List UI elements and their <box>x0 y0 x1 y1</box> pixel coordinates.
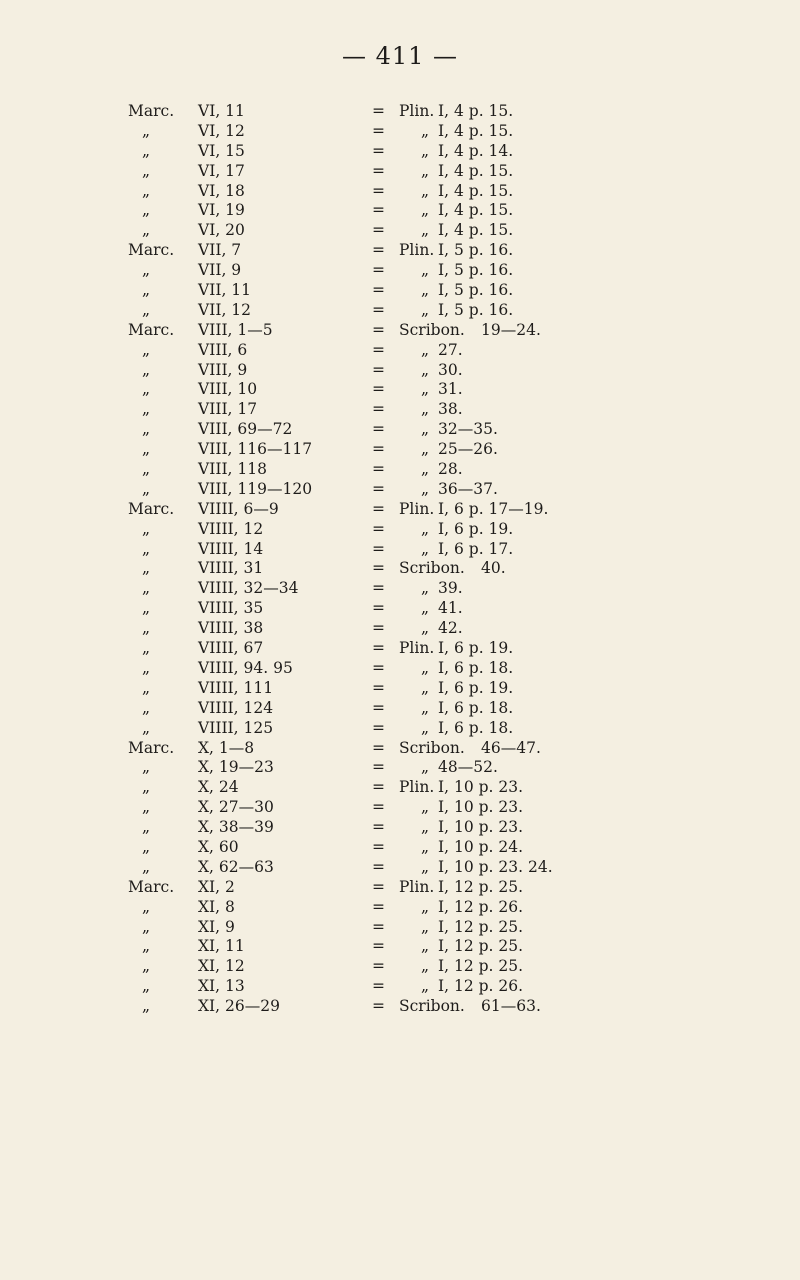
source-author: „ <box>142 718 151 737</box>
equals-sign: = <box>372 440 385 459</box>
equals-sign: = <box>372 698 385 717</box>
concordance-row <box>128 102 788 122</box>
source-author: „ <box>142 778 151 797</box>
target-author: Scribon. <box>399 559 465 578</box>
concordance-row <box>128 639 788 659</box>
concordance-row <box>128 579 788 599</box>
concordance-row <box>128 540 788 560</box>
source-author: „ <box>142 519 151 538</box>
equals-sign: = <box>372 102 385 120</box>
source-reference: VI, 11 <box>198 102 245 120</box>
concordance-row <box>128 778 788 798</box>
target-author: „ <box>421 400 430 419</box>
source-author: „ <box>142 937 151 956</box>
source-author: „ <box>142 897 151 916</box>
source-author: „ <box>142 957 151 976</box>
equals-sign: = <box>372 320 385 339</box>
concordance-row <box>128 898 788 918</box>
equals-sign: = <box>372 599 385 618</box>
source-reference: VIII, 1—5 <box>198 320 273 339</box>
target-author: Scribon. <box>399 997 465 1016</box>
target-citation: 32—35. <box>438 420 498 439</box>
target-citation: 41. <box>438 599 463 618</box>
source-reference: VI, 19 <box>198 201 245 220</box>
concordance-row <box>128 878 788 898</box>
target-author: Scribon. <box>399 738 465 757</box>
target-citation: 28. <box>438 460 463 479</box>
equals-sign: = <box>372 281 385 300</box>
source-author: „ <box>142 539 151 558</box>
target-citation: I, 10 p. 24. <box>438 837 524 856</box>
source-author: „ <box>142 460 151 479</box>
target-citation: I, 6 p. 18. <box>438 658 514 677</box>
equals-sign: = <box>372 579 385 598</box>
concordance-row <box>128 301 788 321</box>
equals-sign: = <box>372 360 385 379</box>
target-author: „ <box>421 201 430 220</box>
source-author: „ <box>142 619 151 638</box>
equals-sign: = <box>372 420 385 439</box>
target-author: „ <box>421 599 430 618</box>
concordance-row <box>128 838 788 858</box>
source-reference: VIIII, 124 <box>198 698 274 717</box>
source-author: „ <box>142 599 151 618</box>
target-citation: I, 6 p. 19. <box>438 678 514 697</box>
concordance-row <box>128 719 788 739</box>
source-author: „ <box>142 360 151 379</box>
target-author: „ <box>421 420 430 439</box>
concordance-row <box>128 380 788 400</box>
source-reference: X, 24 <box>198 778 239 797</box>
target-citation: 36—37. <box>438 479 498 498</box>
source-reference: X, 1—8 <box>198 738 255 757</box>
source-author: „ <box>142 181 151 200</box>
target-author: „ <box>421 678 430 697</box>
target-author: „ <box>421 658 430 677</box>
concordance-row <box>128 500 788 520</box>
equals-sign: = <box>372 519 385 538</box>
equals-sign: = <box>372 340 385 359</box>
source-author: „ <box>142 837 151 856</box>
source-reference: VIIII, 35 <box>198 599 264 618</box>
equals-sign: = <box>372 778 385 797</box>
concordance-row <box>128 619 788 639</box>
source-author: „ <box>142 281 151 300</box>
target-citation: I, 6 p. 17. <box>438 539 514 558</box>
source-reference: VIIII, 67 <box>198 639 264 658</box>
source-reference: X, 38—39 <box>198 818 274 837</box>
equals-sign: = <box>372 738 385 757</box>
target-citation: I, 4 p. 14. <box>438 141 514 160</box>
equals-sign: = <box>372 957 385 976</box>
equals-sign: = <box>372 479 385 498</box>
equals-sign: = <box>372 758 385 777</box>
concordance-row <box>128 679 788 699</box>
target-author: Plin. <box>399 778 435 797</box>
concordance-row <box>128 957 788 977</box>
source-reference: VI, 17 <box>198 161 245 180</box>
target-author: „ <box>421 698 430 717</box>
target-author: „ <box>421 141 430 160</box>
equals-sign: = <box>372 997 385 1016</box>
concordance-row <box>128 261 788 281</box>
target-author: „ <box>421 937 430 956</box>
concordance-row <box>128 122 788 142</box>
concordance-row <box>128 758 788 778</box>
source-author: „ <box>142 141 151 160</box>
target-author: „ <box>421 619 430 638</box>
source-author: „ <box>142 380 151 399</box>
equals-sign: = <box>372 658 385 677</box>
target-citation: I, 6 p. 18. <box>438 698 514 717</box>
equals-sign: = <box>372 261 385 280</box>
source-author: „ <box>142 300 151 319</box>
concordance-row <box>128 599 788 619</box>
target-citation: I, 12 p. 25. <box>438 917 524 936</box>
source-author: „ <box>142 658 151 677</box>
source-author: „ <box>142 798 151 817</box>
target-author: „ <box>421 818 430 837</box>
page-number-header: — 411 — <box>341 42 459 70</box>
target-citation: I, 10 p. 23. 24. <box>438 857 553 876</box>
target-author: „ <box>421 460 430 479</box>
equals-sign: = <box>372 141 385 160</box>
equals-sign: = <box>372 300 385 319</box>
target-citation: I, 5 p. 16. <box>438 281 514 300</box>
source-author: „ <box>142 161 151 180</box>
equals-sign: = <box>372 897 385 916</box>
target-citation: 42. <box>438 619 463 638</box>
source-author: Marc. <box>128 738 175 757</box>
equals-sign: = <box>372 221 385 240</box>
source-reference: VIIII, 38 <box>198 619 264 638</box>
target-citation: I, 5 p. 16. <box>438 261 514 280</box>
source-reference: VIIII, 31 <box>198 559 264 578</box>
source-reference: XI, 8 <box>198 897 235 916</box>
source-author: „ <box>142 639 151 658</box>
source-author: „ <box>142 121 151 140</box>
source-reference: VIII, 119—120 <box>198 479 313 498</box>
target-author: „ <box>421 539 430 558</box>
target-citation: 38. <box>438 400 463 419</box>
equals-sign: = <box>372 241 385 260</box>
concordance-row <box>128 241 788 261</box>
target-citation: 31. <box>438 380 463 399</box>
source-reference: VII, 7 <box>198 241 242 260</box>
target-citation: 27. <box>438 340 463 359</box>
target-citation: I, 5 p. 16. <box>438 241 514 260</box>
target-author: „ <box>421 281 430 300</box>
source-reference: VIII, 10 <box>198 380 258 399</box>
concordance-row <box>128 182 788 202</box>
target-citation: I, 4 p. 15. <box>438 221 514 240</box>
source-reference: VII, 9 <box>198 261 242 280</box>
target-citation: 46—47. <box>481 738 541 757</box>
source-reference: VIIII, 32—34 <box>198 579 299 598</box>
concordance-row <box>128 559 788 579</box>
concordance-row <box>128 201 788 221</box>
equals-sign: = <box>372 798 385 817</box>
source-reference: VI, 15 <box>198 141 245 160</box>
concordance-row <box>128 400 788 420</box>
concordance-row <box>128 977 788 997</box>
source-reference: VIII, 9 <box>198 360 248 379</box>
source-author: „ <box>142 917 151 936</box>
concordance-row <box>128 440 788 460</box>
target-author: „ <box>421 917 430 936</box>
concordance-row <box>128 699 788 719</box>
target-citation: I, 4 p. 15. <box>438 161 514 180</box>
source-reference: VIIII, 12 <box>198 519 264 538</box>
source-reference: VI, 12 <box>198 121 245 140</box>
source-reference: XI, 11 <box>198 937 245 956</box>
equals-sign: = <box>372 877 385 896</box>
target-citation: I, 10 p. 23. <box>438 818 524 837</box>
target-citation: I, 12 p. 25. <box>438 937 524 956</box>
target-citation: 48—52. <box>438 758 498 777</box>
target-author: Plin. <box>399 241 435 260</box>
concordance-row <box>128 659 788 679</box>
source-author: „ <box>142 818 151 837</box>
target-author: „ <box>421 221 430 240</box>
target-citation: I, 6 p. 19. <box>438 519 514 538</box>
target-citation: 25—26. <box>438 440 498 459</box>
target-author: Scribon. <box>399 320 465 339</box>
target-author: „ <box>421 897 430 916</box>
target-author: „ <box>421 837 430 856</box>
source-reference: VIIII, 125 <box>198 718 274 737</box>
source-author: „ <box>142 261 151 280</box>
source-author: „ <box>142 400 151 419</box>
source-reference: X, 19—23 <box>198 758 274 777</box>
equals-sign: = <box>372 977 385 996</box>
target-author: „ <box>421 440 430 459</box>
source-author: „ <box>142 698 151 717</box>
target-citation: I, 12 p. 25. <box>438 877 524 896</box>
target-author: „ <box>421 798 430 817</box>
source-reference: VIII, 69—72 <box>198 420 293 439</box>
concordance-row <box>128 460 788 480</box>
equals-sign: = <box>372 857 385 876</box>
concordance-row <box>128 997 788 1017</box>
target-author: „ <box>421 300 430 319</box>
concordance-row <box>128 918 788 938</box>
source-author: „ <box>142 221 151 240</box>
target-author: „ <box>421 957 430 976</box>
concordance-row <box>128 420 788 440</box>
source-reference: XI, 9 <box>198 917 235 936</box>
source-author: „ <box>142 857 151 876</box>
concordance-row <box>128 798 788 818</box>
target-author: „ <box>421 340 430 359</box>
target-author: „ <box>421 261 430 280</box>
source-author: „ <box>142 201 151 220</box>
equals-sign: = <box>372 837 385 856</box>
target-author: „ <box>421 121 430 140</box>
equals-sign: = <box>372 400 385 419</box>
source-reference: VIII, 17 <box>198 400 258 419</box>
source-author: „ <box>142 440 151 459</box>
target-citation: I, 12 p. 25. <box>438 957 524 976</box>
equals-sign: = <box>372 639 385 658</box>
source-reference: VIII, 6 <box>198 340 248 359</box>
target-author: „ <box>421 718 430 737</box>
source-reference: XI, 12 <box>198 957 245 976</box>
equals-sign: = <box>372 460 385 479</box>
source-author: „ <box>142 420 151 439</box>
target-author: „ <box>421 360 430 379</box>
target-citation: 39. <box>438 579 463 598</box>
equals-sign: = <box>372 818 385 837</box>
equals-sign: = <box>372 121 385 140</box>
target-citation: I, 4 p. 15. <box>438 102 514 120</box>
target-citation: I, 4 p. 15. <box>438 181 514 200</box>
target-author: „ <box>421 977 430 996</box>
source-author: „ <box>142 559 151 578</box>
target-author: Plin. <box>399 639 435 658</box>
concordance-row <box>128 221 788 241</box>
source-reference: VIIII, 14 <box>198 539 264 558</box>
source-author: Marc. <box>128 320 175 339</box>
target-author: Plin. <box>399 877 435 896</box>
source-reference: XI, 13 <box>198 977 245 996</box>
concordance-row <box>128 361 788 381</box>
target-author: „ <box>421 519 430 538</box>
concordance-row <box>128 480 788 500</box>
source-author: Marc. <box>128 877 175 896</box>
equals-sign: = <box>372 559 385 578</box>
target-citation: I, 12 p. 26. <box>438 977 524 996</box>
source-reference: XI, 26—29 <box>198 997 280 1016</box>
source-reference: VII, 12 <box>198 300 252 319</box>
target-citation: I, 10 p. 23. <box>438 778 524 797</box>
target-citation: I, 12 p. 26. <box>438 897 524 916</box>
source-author: „ <box>142 977 151 996</box>
source-reference: VIIII, 6—9 <box>198 499 279 518</box>
source-reference: VII, 11 <box>198 281 252 300</box>
source-author: „ <box>142 758 151 777</box>
target-citation: I, 5 p. 16. <box>438 300 514 319</box>
target-citation: 30. <box>438 360 463 379</box>
target-author: „ <box>421 579 430 598</box>
source-reference: VI, 18 <box>198 181 245 200</box>
concordance-row <box>128 162 788 182</box>
concordance-row <box>128 818 788 838</box>
source-author: „ <box>142 678 151 697</box>
target-citation: 61—63. <box>481 997 541 1016</box>
target-author: „ <box>421 857 430 876</box>
target-author: „ <box>421 758 430 777</box>
source-author: „ <box>142 340 151 359</box>
target-citation: I, 6 p. 18. <box>438 718 514 737</box>
target-citation: I, 6 p. 19. <box>438 639 514 658</box>
concordance-row <box>128 858 788 878</box>
equals-sign: = <box>372 917 385 936</box>
source-reference: X, 62—63 <box>198 857 274 876</box>
equals-sign: = <box>372 718 385 737</box>
concordance-row <box>128 321 788 341</box>
target-citation: 40. <box>481 559 506 578</box>
source-reference: VIII, 118 <box>198 460 268 479</box>
source-author: Marc. <box>128 241 175 260</box>
concordance-row <box>128 937 788 957</box>
equals-sign: = <box>372 181 385 200</box>
source-author: „ <box>142 479 151 498</box>
source-author: Marc. <box>128 102 175 120</box>
source-author: „ <box>142 579 151 598</box>
target-citation: 19—24. <box>481 320 541 339</box>
equals-sign: = <box>372 937 385 956</box>
target-author: „ <box>421 161 430 180</box>
concordance-table <box>128 102 788 1017</box>
source-author: „ <box>142 997 151 1016</box>
source-reference: VI, 20 <box>198 221 245 240</box>
equals-sign: = <box>372 678 385 697</box>
concordance-row <box>128 142 788 162</box>
equals-sign: = <box>372 161 385 180</box>
target-citation: I, 6 p. 17—19. <box>438 499 549 518</box>
equals-sign: = <box>372 539 385 558</box>
equals-sign: = <box>372 499 385 518</box>
source-reference: VIIII, 94. 95 <box>198 658 293 677</box>
target-citation: I, 4 p. 15. <box>438 121 514 140</box>
target-author: Plin. <box>399 499 435 518</box>
target-author: „ <box>421 380 430 399</box>
source-reference: X, 27—30 <box>198 798 274 817</box>
source-reference: X, 60 <box>198 837 239 856</box>
source-author: Marc. <box>128 499 175 518</box>
equals-sign: = <box>372 619 385 638</box>
target-citation: I, 4 p. 15. <box>438 201 514 220</box>
source-reference: XI, 2 <box>198 877 235 896</box>
concordance-row <box>128 520 788 540</box>
target-citation: I, 10 p. 23. <box>438 798 524 817</box>
concordance-row <box>128 341 788 361</box>
target-author: Plin. <box>399 102 435 120</box>
target-author: „ <box>421 479 430 498</box>
equals-sign: = <box>372 380 385 399</box>
equals-sign: = <box>372 201 385 220</box>
source-reference: VIII, 116—117 <box>198 440 313 459</box>
source-reference: VIIII, 111 <box>198 678 274 697</box>
concordance-row <box>128 281 788 301</box>
target-author: „ <box>421 181 430 200</box>
concordance-row <box>128 739 788 759</box>
